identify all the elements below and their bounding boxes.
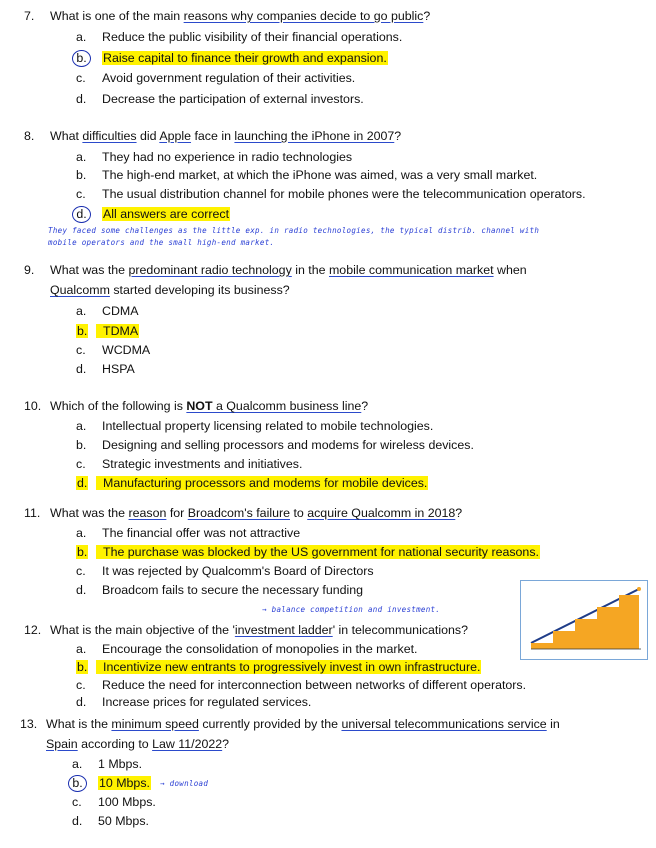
option-letter: a. [76, 304, 87, 318]
option-letter: d. [76, 583, 87, 597]
option-text: Increase prices for regulated services. [102, 695, 312, 709]
option-letter-correct: d. [77, 476, 88, 490]
option-text: Reduce the public visibility of their financial operations. [102, 30, 403, 44]
option-letter: a. [76, 150, 87, 164]
option-letter: c. [76, 71, 86, 85]
option-text: 50 Mbps. [98, 814, 149, 828]
question-text: What is the minimum speed currently provided by the universal telecommunications service in [46, 717, 560, 731]
option-text: The high-end market, at which the iPhone was aimed, was a very small market. [102, 168, 538, 182]
option-text: Strategic investments and initiatives. [102, 457, 303, 471]
option-text-correct: The purchase was blocked by the US government for national security reasons. [96, 544, 540, 560]
option-letter: c. [76, 187, 86, 201]
option-letter-circled: d. [76, 206, 96, 223]
option-letter: a. [76, 642, 87, 656]
question-text: What is one of the main reasons why companies decide to go public? [50, 9, 431, 23]
option-letter: d. [76, 362, 87, 376]
option-letter: a. [76, 419, 87, 433]
option-text: HSPA [102, 362, 135, 376]
ladder-diagram [521, 581, 647, 659]
question-number: 10. [24, 399, 42, 413]
question-number: 11. [24, 506, 41, 520]
handwritten-note: They faced some challenges as the little exp. in radio technologies, the typical distrib. channel with [48, 226, 540, 235]
option-text-correct: Manufacturing processors and modems for mobile devices. [96, 475, 428, 491]
option-letter: d. [72, 814, 83, 828]
question-text-line2: Spain according to Law 11/2022? [46, 737, 230, 751]
ladder-step [553, 631, 575, 649]
option-text: 1 Mbps. [98, 757, 143, 771]
option-letter: c. [76, 678, 86, 692]
option-letter-circled: b. [76, 50, 96, 67]
handwritten-note: → balance competition and investment. [262, 605, 441, 614]
ladder-step [575, 619, 597, 649]
option-text-correct: Raise capital to finance their growth and expansion. [103, 51, 387, 65]
option-text: Reduce the need for interconnection between networks of different operators. [102, 678, 527, 692]
question-number: 8. [24, 129, 35, 143]
option-letter: c. [76, 457, 86, 471]
option-text: Designing and selling processors and modems for wireless devices. [102, 438, 474, 452]
option-letter-correct: b. [77, 660, 88, 674]
option-text: WCDMA [102, 343, 151, 357]
option-text-correct: TDMA [96, 323, 139, 339]
option-letter: d. [76, 92, 87, 106]
ladder-step [531, 643, 553, 649]
question-text: What difficulties did Apple face in launching the iPhone in 2007? [50, 129, 402, 143]
handwritten-note: → download [160, 779, 209, 788]
option-text: CDMA [102, 304, 139, 318]
question-text: What was the reason for Broadcom's failure to acquire Qualcomm in 2018? [50, 506, 463, 520]
option-letter: c. [72, 795, 82, 809]
option-letter: d. [76, 695, 87, 709]
question-text: What was the predominant radio technology in the mobile communication market when [50, 263, 527, 277]
question-text: What is the main objective of the 'investment ladder' in telecommunications? [50, 623, 468, 637]
option-letter-circled: b. [72, 775, 92, 792]
question-number: 13. [20, 717, 38, 731]
option-letter-correct: b. [77, 324, 88, 338]
question-number: 9. [24, 263, 35, 277]
option-text: Broadcom fails to secure the necessary funding [102, 583, 364, 597]
option-letter: c. [76, 343, 86, 357]
option-text: They had no experience in radio technologies [102, 150, 353, 164]
option-text: The financial offer was not attractive [102, 526, 301, 540]
option-text: The usual distribution channel for mobile phones were the telecommunication operators. [102, 187, 586, 201]
handwritten-note: mobile operators and the small high-end market. [48, 238, 275, 247]
option-letter: a. [72, 757, 83, 771]
option-text: Decrease the participation of external investors. [102, 92, 364, 106]
option-letter-correct: b. [77, 545, 88, 559]
question-number: 7. [24, 9, 35, 23]
option-letter: a. [76, 526, 87, 540]
option-letter: b. [76, 168, 87, 182]
ladder-step [619, 595, 639, 649]
option-letter: c. [76, 564, 86, 578]
option-text-correct: All answers are correct [103, 207, 230, 221]
option-letter: b. [76, 438, 87, 452]
question-text-line2: Qualcomm started developing its business? [50, 283, 290, 297]
option-text-correct: 10 Mbps. [99, 776, 150, 790]
option-text: It was rejected by Qualcomm's Board of Directors [102, 564, 374, 578]
ladder-step [597, 607, 619, 649]
option-text-correct: Incentivize new entrants to progressively invest in own infrastructure. [96, 659, 481, 675]
option-text: Intellectual property licensing related to mobile technologies. [102, 419, 434, 433]
option-letter: a. [76, 30, 87, 44]
investment-ladder-figure [520, 580, 648, 660]
option-text: 100 Mbps. [98, 795, 156, 809]
question-text: Which of the following is NOT a Qualcomm business line? [50, 399, 369, 413]
question-number: 12. [24, 623, 42, 637]
option-text: Avoid government regulation of their activities. [102, 71, 356, 85]
option-text: Encourage the consolidation of monopolies in the market. [102, 642, 418, 656]
